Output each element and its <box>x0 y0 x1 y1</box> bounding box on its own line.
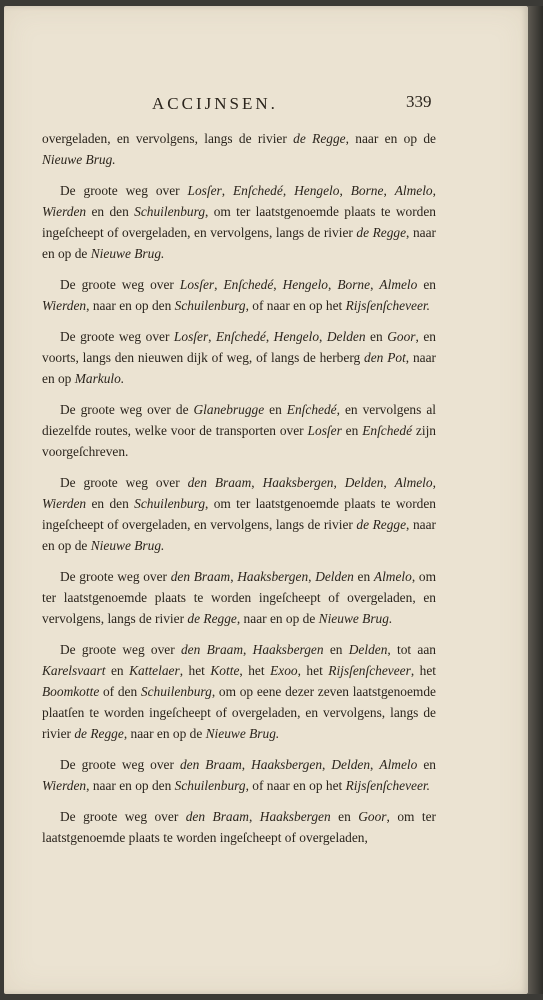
place-name: Haaksbergen <box>251 757 323 772</box>
place-name: Haaksbergen <box>262 475 334 490</box>
text-run: , <box>241 757 252 772</box>
place-name: Schuilenburg <box>174 778 246 793</box>
text-run: of den <box>99 684 141 699</box>
text-run: De groote weg over <box>60 277 180 292</box>
place-name: Nieuwe Brug. <box>205 726 280 741</box>
place-name: Goor <box>358 809 387 824</box>
place-name: Nieuwe Brug. <box>318 611 393 626</box>
place-name: den Braam <box>180 642 244 657</box>
paragraph <box>42 326 436 389</box>
place-name: Haaksbergen <box>237 569 309 584</box>
text-run: , of naar en op het <box>245 298 346 313</box>
body-text <box>42 128 436 858</box>
place-name: Schuilenburg <box>134 204 206 219</box>
text-run: , naar en op den <box>86 298 175 313</box>
text-run: en <box>417 757 436 772</box>
place-name: Hengelo <box>282 277 328 292</box>
text-run: en <box>353 569 374 584</box>
page-number: 339 <box>406 92 432 111</box>
text-run: , <box>322 757 332 772</box>
text-run: , <box>370 277 380 292</box>
text-run: , <box>251 475 263 490</box>
place-name: Rijsſenſcheveer. <box>345 298 430 313</box>
text-run: en <box>341 423 363 438</box>
place-name: de Regge <box>356 225 407 240</box>
paragraph <box>42 128 436 170</box>
place-name: Goor <box>387 329 416 344</box>
text-run: , <box>328 277 338 292</box>
text-run: , <box>273 277 283 292</box>
place-name: Enſchedé <box>216 329 266 344</box>
text-run: , het <box>297 663 329 678</box>
book-page <box>4 6 528 994</box>
text-run: , naar en op de <box>42 517 436 553</box>
text-run: en den <box>86 496 135 511</box>
text-run: en <box>417 277 436 292</box>
text-run: De groote weg over <box>60 475 188 490</box>
text-run: , het <box>410 663 437 678</box>
text-run: De groote weg over <box>60 183 188 198</box>
text-run: , om ter laatstgenoemde plaats te worden ingeſcheept of overgeladen, <box>42 809 436 845</box>
text-run: , en voorts, langs den nieuwen dijk of weg, of langs de herberg <box>42 329 436 365</box>
text-run: , naar en op de <box>236 611 319 626</box>
text-run: , het <box>179 663 211 678</box>
text-run: , naar en op de <box>42 225 436 261</box>
text-run: , naar en op de <box>123 726 206 741</box>
place-name: de Regge <box>293 131 346 146</box>
place-name: Schuilenburg <box>174 298 246 313</box>
place-name: Schuilenburg <box>140 684 212 699</box>
place-name: Nieuwe Brug. <box>90 246 165 261</box>
text-run: en <box>365 329 388 344</box>
place-name: Delden <box>326 329 366 344</box>
place-name: Losſer <box>179 277 215 292</box>
place-name: Wierden <box>42 496 87 511</box>
place-name: Kattelaer <box>129 663 180 678</box>
place-name: Haaksbergen <box>259 809 331 824</box>
place-name: den Braam <box>170 569 231 584</box>
text-run: De groote weg over <box>60 809 186 824</box>
text-run: en den <box>86 204 135 219</box>
place-name: Wierden <box>42 204 87 219</box>
text-run: , <box>265 329 274 344</box>
paragraph <box>42 566 436 629</box>
place-name: Enſchedé <box>362 423 413 438</box>
page-edge <box>528 6 543 994</box>
text-run: , <box>282 183 295 198</box>
place-name: den Braam <box>179 757 242 772</box>
text-run: , <box>383 183 395 198</box>
place-name: Hengelo <box>294 183 340 198</box>
place-name: Delden <box>348 642 388 657</box>
paragraph <box>42 472 436 556</box>
text-run: De groote weg over <box>60 757 180 772</box>
place-name: Almelo <box>394 475 433 490</box>
place-name: den Braam <box>185 809 249 824</box>
running-head: ACCIJNSEN. <box>152 94 278 113</box>
place-name: Borne <box>350 183 384 198</box>
text-run: De groote weg over <box>60 642 181 657</box>
text-run: , om ter laatstgenoemde plaats te worden ingeſcheept of overgeladen, en vervolgens, langs de rivier <box>42 204 436 240</box>
text-run: , <box>339 183 351 198</box>
place-name: Losſer <box>187 183 222 198</box>
text-run: , <box>432 475 436 490</box>
page-header <box>4 94 528 118</box>
place-name: Haaksbergen <box>252 642 324 657</box>
text-run: , <box>319 329 327 344</box>
text-run: De groote weg over de <box>60 402 194 417</box>
text-run: zijn voorgeſchreven. <box>42 423 436 459</box>
paragraph <box>42 399 436 462</box>
place-name: Almelo <box>379 757 418 772</box>
text-run: , en vervolgens al diezelfde routes, welke voor de transporten over <box>42 402 436 438</box>
place-name: Delden <box>315 569 354 584</box>
paragraph <box>42 274 436 316</box>
place-name: de Regge <box>187 611 237 626</box>
text-run: , <box>243 642 253 657</box>
place-name: den Pot <box>364 350 406 365</box>
text-run: , <box>308 569 316 584</box>
place-name: Delden <box>331 757 371 772</box>
paragraph <box>42 806 436 848</box>
text-run: , <box>432 183 436 198</box>
text-run: , <box>333 475 345 490</box>
place-name: Almelo <box>379 277 418 292</box>
paragraph <box>42 754 436 796</box>
place-name: Rijsſenſcheveer <box>328 663 411 678</box>
place-name: de Regge <box>74 726 124 741</box>
place-name: Nieuwe Brug. <box>90 538 165 553</box>
paragraph <box>42 639 436 744</box>
place-name: Markulo. <box>74 371 125 386</box>
place-name: Boomkotte <box>42 684 100 699</box>
text-run: De groote weg over <box>60 329 174 344</box>
place-name: Almelo <box>394 183 433 198</box>
text-run: , <box>221 183 233 198</box>
text-run: , <box>383 475 395 490</box>
text-run: en <box>330 809 359 824</box>
place-name: den Braam <box>187 475 252 490</box>
text-run: , <box>208 329 216 344</box>
text-run: , of naar en op het <box>245 778 346 793</box>
text-run: , <box>248 809 260 824</box>
text-run: , naar en op de <box>345 131 436 146</box>
place-name: Kotte <box>210 663 240 678</box>
text-run: overgeladen, en vervolgens, langs de rivier <box>42 131 294 146</box>
place-name: Hengelo <box>273 329 320 344</box>
place-name: Schuilenburg <box>134 496 206 511</box>
place-name: Enſchedé <box>223 277 274 292</box>
text-run: , tot aan <box>387 642 436 657</box>
text-run: , om op eene dezer zeven laatstgenoemde plaatſen te worden ingeſcheept of overgeladen, en vervolgens, langs de rivier <box>42 684 436 741</box>
place-name: Borne <box>337 277 371 292</box>
text-run: , naar en op <box>42 350 436 386</box>
place-name: Wierden <box>42 778 87 793</box>
place-name: Losſer <box>173 329 209 344</box>
place-name: Nieuwe Brug. <box>42 152 116 167</box>
text-run: , <box>370 757 380 772</box>
text-run: , om ter laatstgenoemde plaats te worden ingeſcheept of overgeladen, en vervolgens, langs de rivier <box>42 496 436 532</box>
paragraph <box>42 180 436 264</box>
text-run: en <box>264 402 287 417</box>
text-run: , naar en op den <box>86 778 175 793</box>
text-run: , het <box>239 663 271 678</box>
place-name: Delden <box>344 475 384 490</box>
text-run: , <box>230 569 238 584</box>
place-name: Losſer <box>307 423 342 438</box>
text-run: , om ter laatstgenoemde plaats te worden ingeſcheept of overgeladen, en vervolgens, langs de rivier <box>42 569 436 626</box>
place-name: Enſchedé <box>286 402 337 417</box>
text-run: De groote weg over <box>60 569 171 584</box>
place-name: Glanebrugge <box>193 402 265 417</box>
text-run: en <box>323 642 349 657</box>
place-name: Exoo <box>270 663 298 678</box>
place-name: Almelo <box>373 569 412 584</box>
text-run: , <box>214 277 224 292</box>
place-name: Enſchedé <box>233 183 283 198</box>
place-name: Karelsvaart <box>42 663 106 678</box>
place-name: de Regge <box>356 517 407 532</box>
place-name: Rijsſenſcheveer. <box>345 778 430 793</box>
place-name: Wierden <box>42 298 87 313</box>
text-run: en <box>105 663 130 678</box>
